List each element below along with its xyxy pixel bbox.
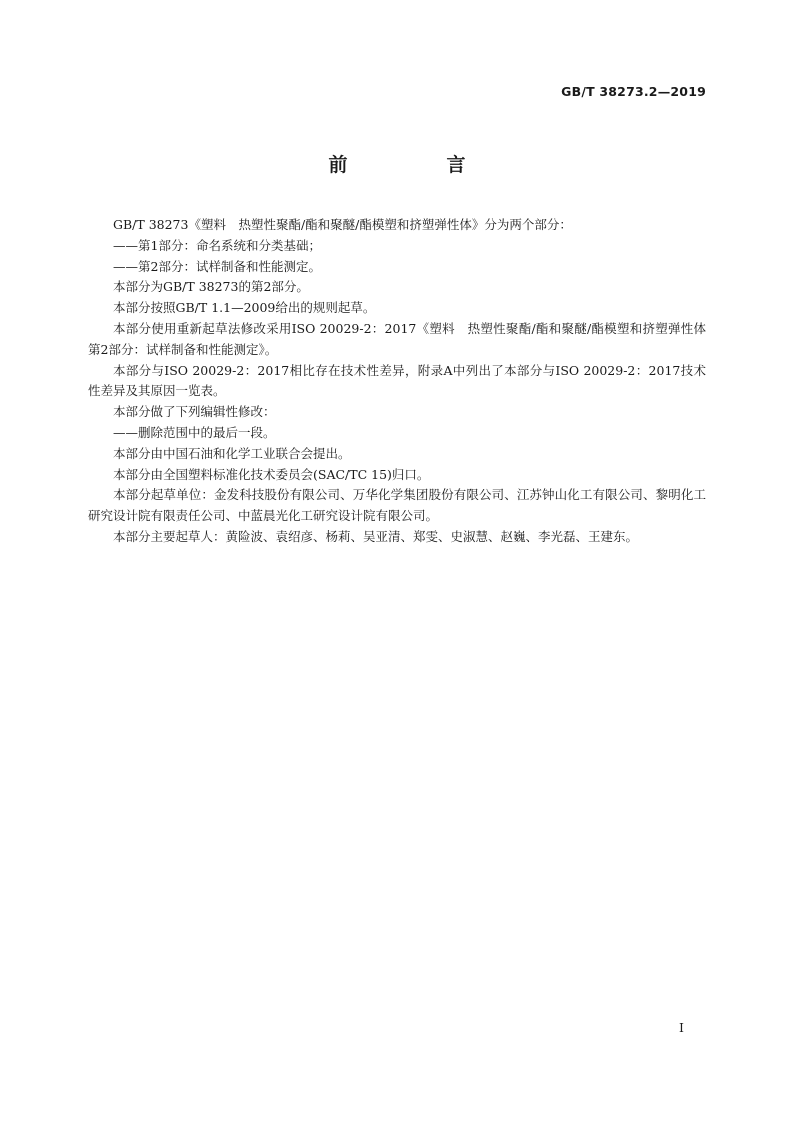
page-number: I bbox=[679, 1020, 684, 1035]
paragraph-technical-differences: 本部分与ISO 20029-2：2017相比存在技术性差异，附录A中列出了本部分与ISO 20029-2：2017技术性差异及其原因一览表。 bbox=[88, 362, 706, 399]
paragraph-drafting-units: 本部分起草单位：金发科技股份有限公司、万华化学集团股份有限公司、江苏钟山化工有限公司、黎明化工研究设计院有限责任公司、中蓝晨光化工研究设计院有限公司。 bbox=[88, 487, 706, 524]
standard-code: GB/T 38273.2—2019 bbox=[561, 84, 706, 99]
paragraph-intro: GB/T 38273《塑料 热塑性聚酯/酯和聚醚/酯模塑和挤塑弹性体》分为两个部分： bbox=[113, 217, 572, 232]
paragraph-proposed-by: 本部分由中国石油和化学工业联合会提出。 bbox=[113, 445, 351, 461]
list-item-part1: ——第1部分：命名系统和分类基础； bbox=[113, 237, 321, 253]
paragraph-part-statement: 本部分为GB/T 38273的第2部分。 bbox=[113, 279, 309, 295]
paragraph-centralized-by: 本部分由全国塑料标准化技术委员会(SAC/TC 15)归口。 bbox=[113, 466, 430, 482]
paragraph-drafters: 本部分主要起草人：黄险波、袁绍彦、杨莉、吴亚清、郑雯、史淑慧、赵巍、李光磊、王建东。 bbox=[113, 528, 639, 544]
foreword-body bbox=[88, 215, 719, 548]
paragraph-editorial-changes: 本部分做了下列编辑性修改： bbox=[113, 404, 276, 420]
list-item-part2: ——第2部分：试样制备和性能测定。 bbox=[113, 258, 321, 274]
paragraph-drafting-rules: 本部分按照GB/T 1.1—2009给出的规则起草。 bbox=[113, 300, 376, 316]
paragraph-adoption: 本部分使用重新起草法修改采用ISO 20029-2：2017《塑料 热塑性聚酯/酯和聚醚/酯模塑和挤塑弹性体 第2部分：试样制备和性能测定》。 bbox=[88, 320, 719, 357]
page-title: 前 言 bbox=[328, 154, 506, 176]
list-item-editorial-change: ——删除范围中的最后一段。 bbox=[113, 424, 276, 440]
